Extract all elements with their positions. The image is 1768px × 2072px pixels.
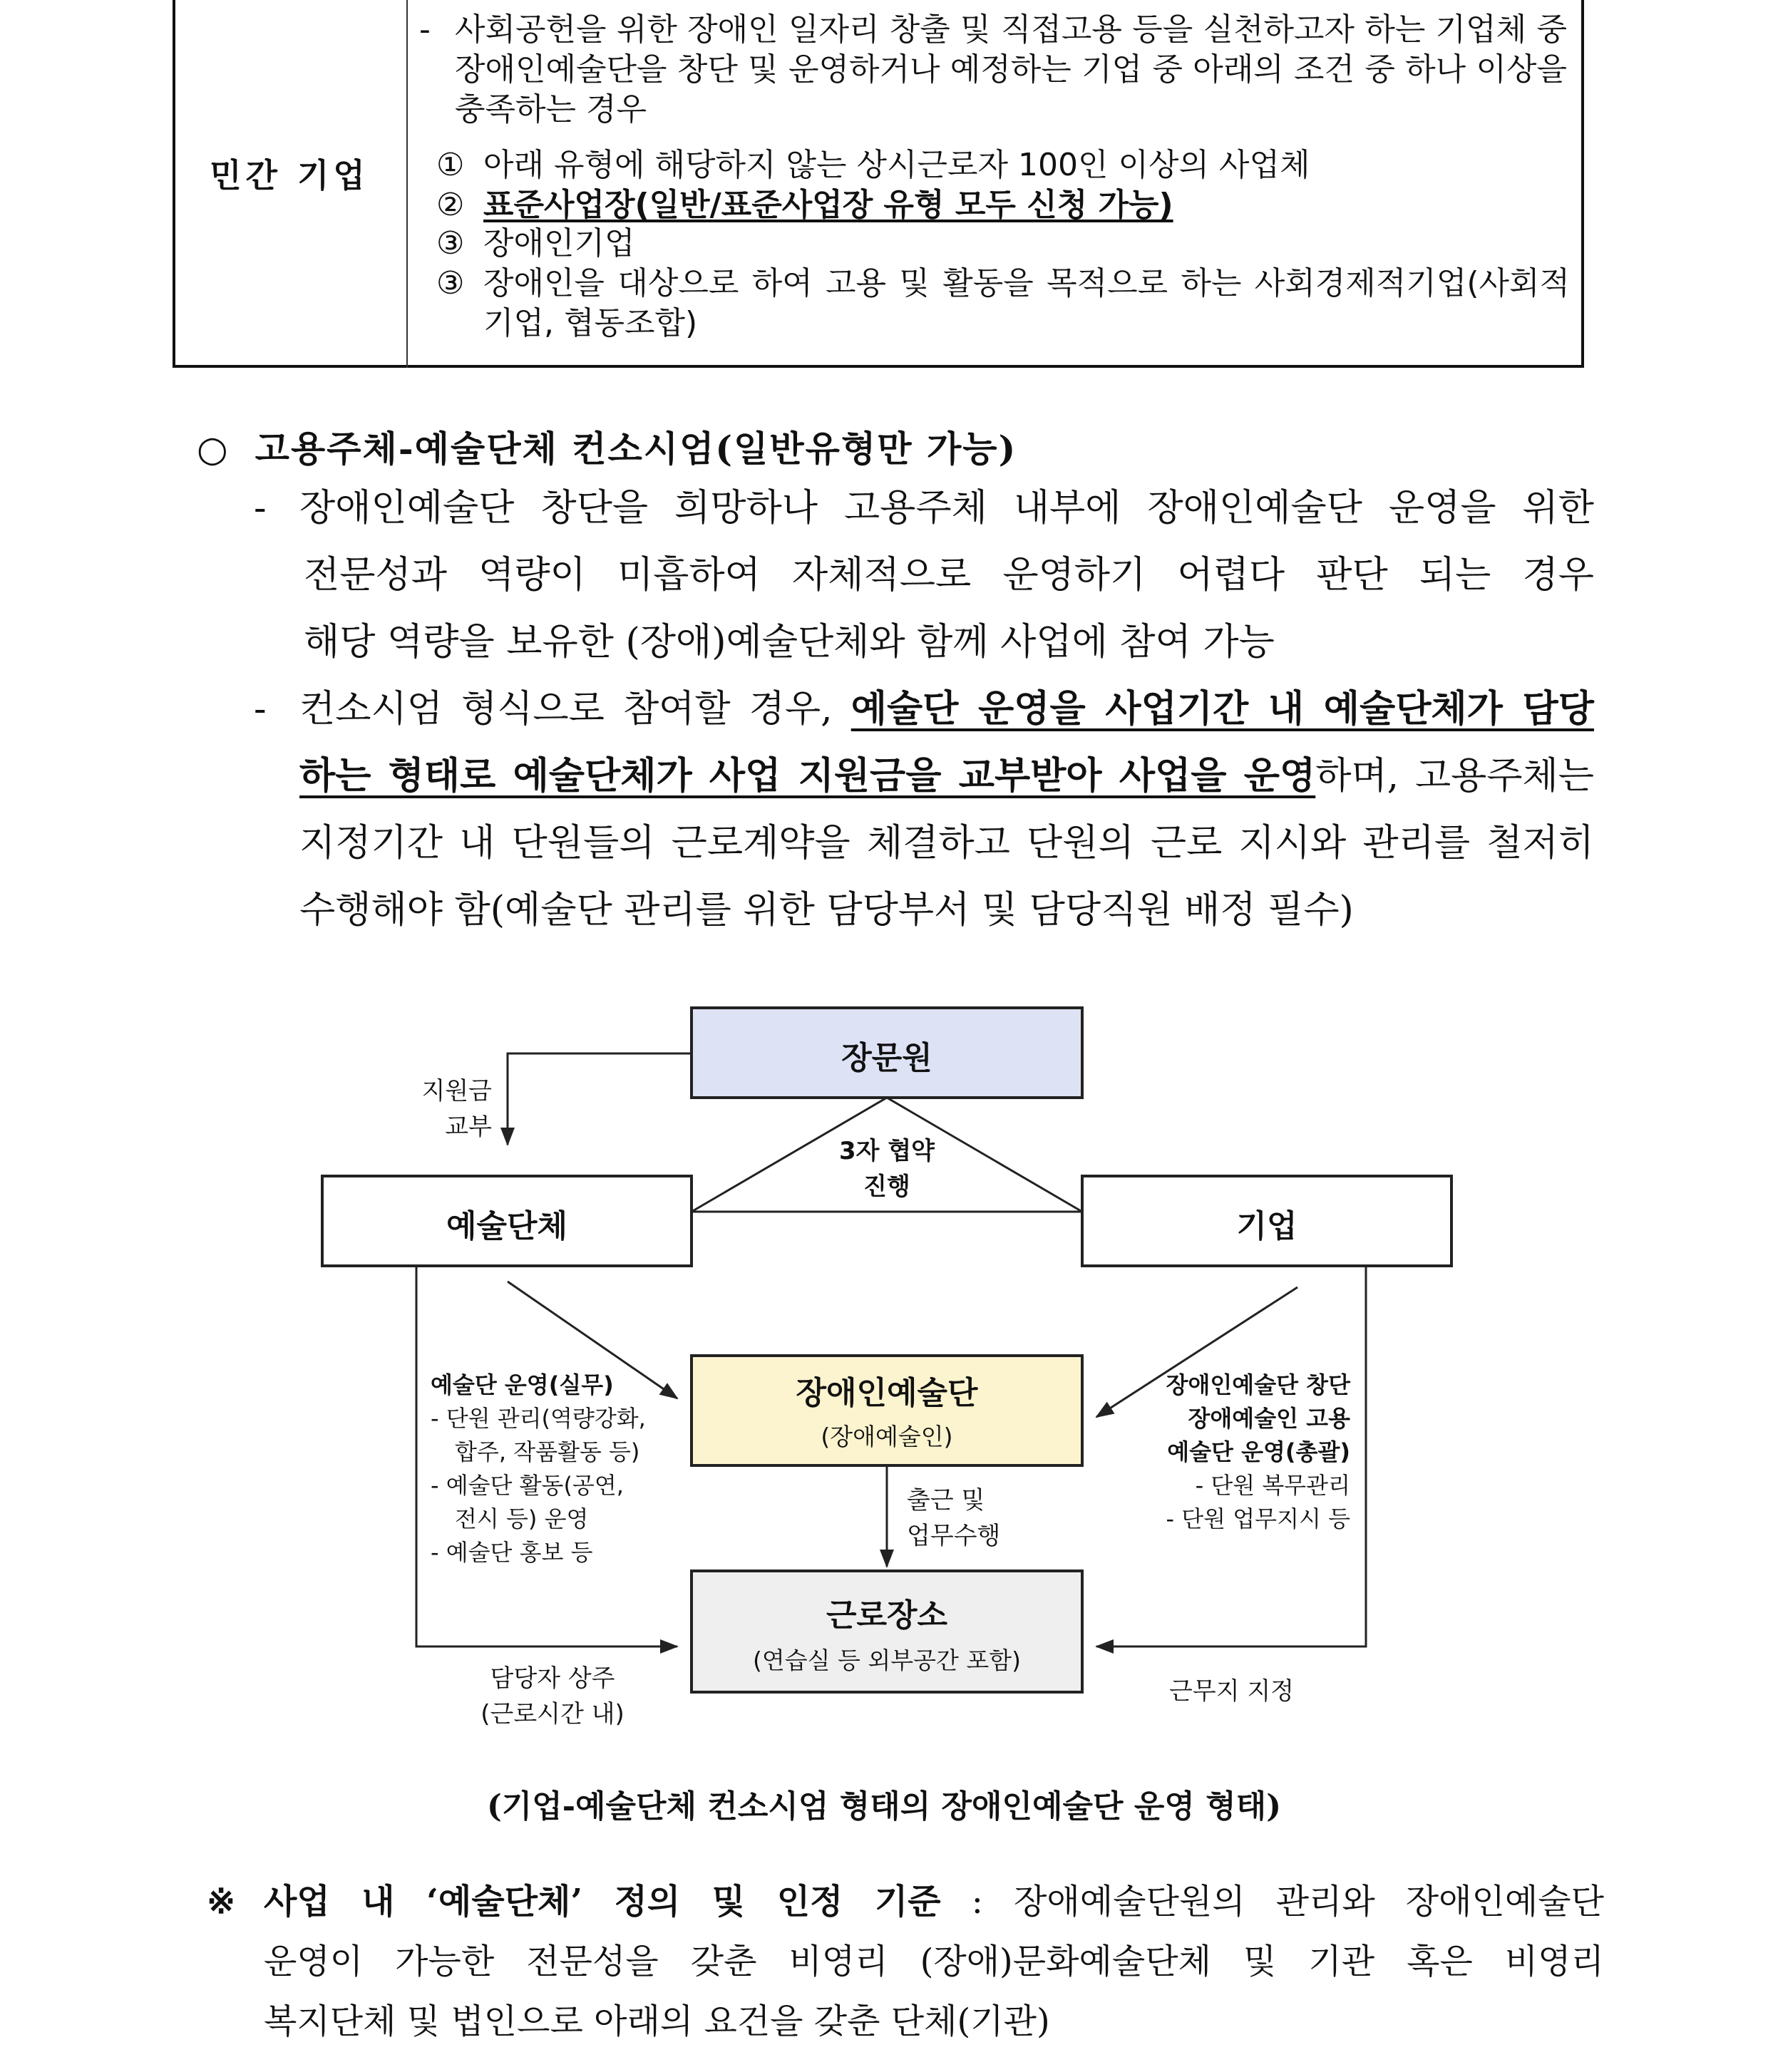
commute-line: 출근 및 xyxy=(907,1486,985,1515)
left-description xyxy=(431,1369,687,1570)
right-desc-line: 장애예술인 고용 xyxy=(1188,1405,1350,1432)
top-box-label: 장문원 xyxy=(841,1040,932,1076)
staff-line: (근로시간 내) xyxy=(480,1700,625,1728)
diagram-caption: (기업-예술단체 컨소시엄 형태의 장애인예술단 운영 형태) xyxy=(486,1788,1282,1825)
condition-number: ③ xyxy=(436,225,465,262)
right-desc-line: 장애인예술단 창단 xyxy=(1166,1371,1350,1398)
paragraph-line: 지정기간 내 단원들의 근로계약을 체결하고 단원의 근로 지시와 관리를 철저히 xyxy=(299,822,1594,865)
right-description xyxy=(1112,1369,1350,1536)
paragraph-line xyxy=(254,676,1594,743)
condition-text: 표준사업장(일반/표준사업장 유형 모두 신청 가능) xyxy=(483,187,1173,223)
paragraph-line: 수행해야 함(예술단 관리를 위한 담당부서 및 담당직원 배정 필수) xyxy=(299,889,1354,932)
note-line xyxy=(207,1872,1604,1932)
right-desc-line: - 단원 복무관리 xyxy=(1195,1472,1350,1499)
table-row-label: 민간 기업 xyxy=(210,156,369,195)
staff-line: 담당자 상주 xyxy=(490,1664,615,1693)
agreement-line: 3자 협약 xyxy=(838,1137,935,1165)
condition-item xyxy=(436,185,1570,225)
fund-line: 교부 xyxy=(445,1113,492,1141)
note-line: 운영이 가능한 전문성을 갖춘 비영리 (장애)문화예술단체 및 기관 혹은 비영리 xyxy=(264,1942,1604,1981)
left-desc-line: - 단원 관리(역량강화, xyxy=(431,1405,646,1432)
section-bullet: ○ xyxy=(197,428,230,470)
paragraph-1 xyxy=(254,475,1594,676)
bottom-box-sub: (연습실 등 외부공간 포함) xyxy=(753,1646,1021,1674)
staff-label xyxy=(471,1661,634,1732)
intro-body: 사회공헌을 위한 장애인 일자리 창출 및 직접고용 등을 실천하고자 하는 기업체 중 장애인예술단을 창단 및 운영하거나 예정하는 기업 중 아래의 조건 중 하나 이상을 충족하는 경우 xyxy=(455,11,1567,128)
underlined-text: 하는 형태로 예술단체가 사업 지원금을 교부받아 사업을 운영 xyxy=(299,754,1316,798)
workplace-label: 근무지 지정 xyxy=(1169,1677,1295,1706)
section-heading xyxy=(197,421,1017,472)
note-bold: 사업 내 ‘예술단체’ 정의 및 인정 기준 xyxy=(264,1882,941,1922)
table-intro-text xyxy=(419,10,1567,130)
paragraph-line: 해당 역량을 보유한 (장애)예술단체와 함께 사업에 참여 가능 xyxy=(304,621,1275,664)
consortium-diagram xyxy=(0,998,1768,1746)
left-box-label: 예술단체 xyxy=(446,1208,567,1244)
commute-label xyxy=(907,1483,1049,1554)
paragraph-dash: - xyxy=(254,688,267,731)
agreement-line: 진행 xyxy=(863,1172,910,1201)
condition-item xyxy=(436,224,1570,264)
paragraph-dash: - xyxy=(254,487,267,530)
bottom-box-label: 근로장소 xyxy=(826,1597,947,1634)
condition-number: ② xyxy=(436,187,465,223)
condition-text: 장애인기업 xyxy=(483,225,635,262)
note-line: 복지단체 및 법인으로 아래의 요건을 갖춘 단체(기관) xyxy=(264,2001,1050,2041)
fund-label xyxy=(399,1073,492,1145)
left-desc-line: - 예술단 활동(공연, xyxy=(431,1472,624,1499)
underlined-text: 예술단 운영을 사업기간 내 예술단체가 담당 xyxy=(850,687,1594,731)
table-column-divider xyxy=(406,0,408,368)
condition-number: ① xyxy=(436,147,465,183)
right-desc-line: - 단원 업무지시 등 xyxy=(1166,1505,1350,1532)
commute-line: 업무수행 xyxy=(907,1522,1001,1550)
fund-line: 지원금 xyxy=(421,1077,492,1105)
condition-text: 아래 유형에 해당하지 않는 상시근로자 100인 이상의 사업체 xyxy=(483,147,1310,183)
left-desc-line: 예술단 운영(실무) xyxy=(431,1371,614,1398)
condition-item xyxy=(436,264,1570,344)
paragraph-2 xyxy=(254,676,1594,944)
plain-text: 하며, 고용주체는 xyxy=(1315,755,1594,798)
fund-arrow xyxy=(508,1053,692,1145)
center-box-sub: (장애예술인) xyxy=(821,1423,953,1450)
condition-number: ③ xyxy=(436,265,465,301)
center-box-label: 장애인예술단 xyxy=(796,1375,978,1411)
paragraph-line: 전문성과 역량이 미흡하여 자체적으로 운영하기 어렵다 판단 되는 경우 xyxy=(304,554,1594,597)
condition-text: 장애인을 대상으로 하여 고용 및 활동을 목적으로 하는 사회경제적기업(사회적기업, 협동조합) xyxy=(483,265,1570,341)
plain-text: 컨소시엄 형식으로 참여할 경우, xyxy=(299,688,851,731)
agreement-label xyxy=(816,1133,958,1205)
definition-note xyxy=(207,1872,1604,2051)
right-box-label: 기업 xyxy=(1236,1208,1297,1244)
section-title-text: 고용주체-예술단체 컨소시엄(일반유형만 가능) xyxy=(255,428,1017,470)
intro-dash: - xyxy=(419,11,431,48)
right-desc-line: 예술단 운영(총괄) xyxy=(1167,1438,1350,1465)
left-desc-line: - 예술단 홍보 등 xyxy=(431,1539,593,1566)
left-desc-line: 전시 등) 운영 xyxy=(455,1505,589,1532)
note-mark: ※ xyxy=(207,1882,236,1922)
paragraph-line: 장애인예술단 창단을 희망하나 고용주체 내부에 장애인예술단 운영을 위한 xyxy=(299,487,1594,530)
left-desc-line: 합주, 작품활동 등) xyxy=(455,1438,640,1465)
note-text: : 장애예술단원의 관리와 장애인예술단 xyxy=(940,1882,1605,1922)
paragraph-line xyxy=(254,743,1594,810)
condition-item xyxy=(436,145,1570,185)
